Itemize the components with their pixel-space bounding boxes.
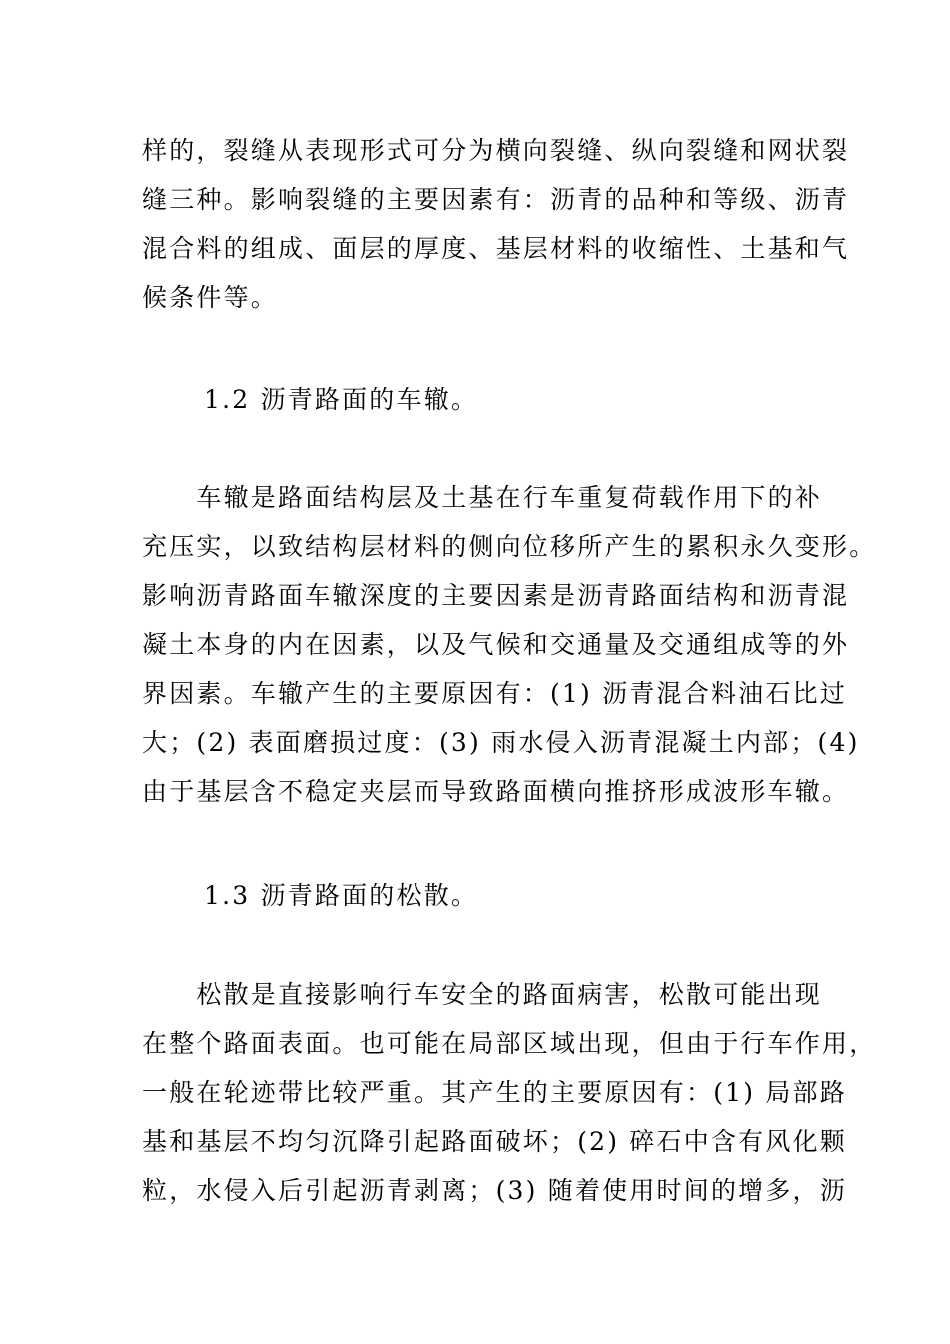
paragraph-loosening — [142, 970, 877, 1215]
section-heading-rutting — [142, 375, 822, 424]
text-line: 基和基层不均匀沉降引起路面破坏；(2) 碎石中含有风化颗 — [142, 1127, 847, 1156]
paragraph-crack-factors — [142, 126, 850, 322]
text-line: 车辙是路面结构层及土基在行车重复荷载作用下的补 — [142, 483, 823, 512]
heading-text: 1.3 沥青路面的松散。 — [204, 881, 479, 910]
text-line: 大；(2) 表面磨损过度：(3) 雨水侵入沥青混凝土内部；(4) — [142, 728, 860, 757]
text-line: 缝三种。影响裂缝的主要因素有：沥青的品种和等级、沥青 — [142, 185, 850, 214]
heading-text: 1.2 沥青路面的车辙。 — [204, 385, 479, 414]
text-line: 由于基层含不稳定夹层而导致路面横向推挤形成波形车辙。 — [142, 777, 850, 806]
text-line: 混合料的组成、面层的厚度、基层材料的收缩性、土基和气 — [142, 234, 850, 263]
text-line: 粒，水侵入后引起沥青剥离；(3) 随着使用时间的增多，沥 — [142, 1176, 847, 1205]
text-line: 凝土本身的内在因素，以及气候和交通量及交通组成等的外 — [142, 630, 850, 659]
section-heading-loosening — [142, 871, 822, 920]
text-line: 在整个路面表面。也可能在局部区域出现，但由于行车作用， — [142, 1029, 877, 1058]
text-line: 一般在轮迹带比较严重。其产生的主要原因有：(1) 局部路 — [142, 1078, 847, 1107]
text-line: 松散是直接影响行车安全的路面病害，松散可能出现 — [142, 980, 823, 1009]
paragraph-rutting — [142, 473, 877, 816]
text-line: 影响沥青路面车辙深度的主要因素是沥青路面结构和沥青混 — [142, 581, 850, 610]
text-line: 充压实，以致结构层材料的侧向位移所产生的累积永久变形。 — [142, 532, 877, 561]
text-line: 候条件等。 — [142, 283, 279, 312]
text-line: 界因素。车辙产生的主要原因有：(1) 沥青混合料油石比过 — [142, 679, 847, 708]
text-line: 样的，裂缝从表现形式可分为横向裂缝、纵向裂缝和网状裂 — [142, 136, 850, 165]
